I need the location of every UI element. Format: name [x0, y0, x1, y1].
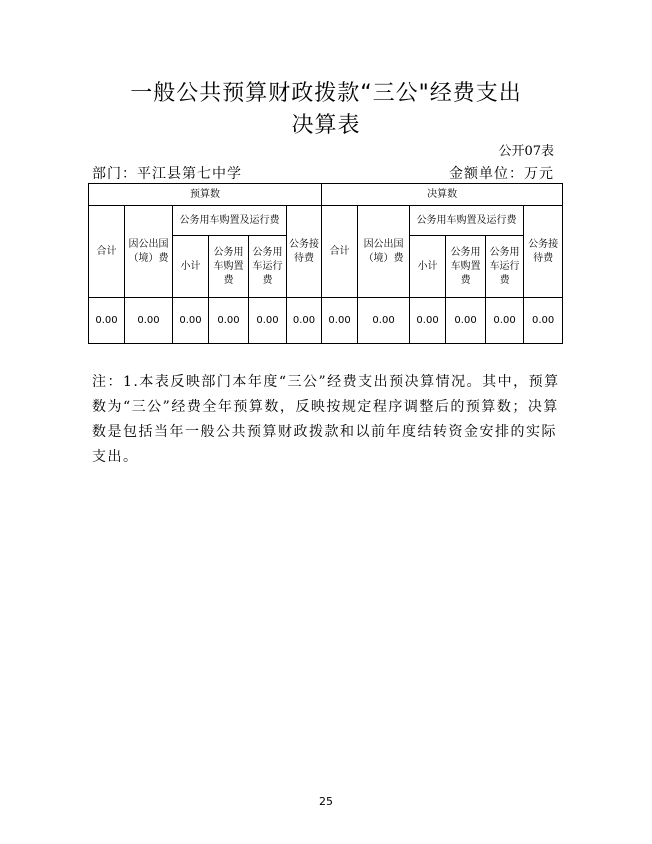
title-line-1: 一般公共预算财政拨款“三公"经费支出: [130, 81, 522, 106]
budget-total-value: 0.00: [89, 298, 125, 344]
budget-abroad-value: 0.00: [125, 298, 173, 344]
final-reception-header: 公务接待费: [524, 206, 563, 298]
budget-vehicle-operation-value: 0.00: [249, 298, 287, 344]
title-line-2: 决算表: [291, 113, 361, 138]
final-vehicle-operation-value: 0.00: [486, 298, 524, 344]
table-footnote: 注：1.本表反映部门本年度“三公”经费支出预决算情况。其中，预算数为“三公”经费全年预算数，反映按规定程序调整后的预算数；决算数是包括当年一般公共预算财政拨款和以前年度结转资金安排的实际支出。: [92, 374, 560, 465]
unit-label: 金额单位：万元: [449, 166, 554, 182]
final-vehicle-operation-header: 公务用车运行费: [486, 236, 524, 298]
final-vehicle-purchase-value: 0.00: [446, 298, 486, 344]
table-group-header-row: [89, 184, 563, 206]
final-vehicle-group-header: 公务用车购置及运行费: [410, 206, 524, 236]
page-number: 25: [319, 795, 333, 808]
final-vehicle-purchase-header: 公务用车购置费: [446, 236, 486, 298]
final-abroad-header: 因公出国（境）费: [358, 206, 410, 298]
budget-group-header: 预算数: [89, 184, 322, 206]
final-reception-value: 0.00: [524, 298, 563, 344]
budget-vehicle-purchase-value: 0.00: [209, 298, 249, 344]
table-row: [89, 298, 563, 344]
budget-subtotal-header: 小计: [173, 236, 209, 298]
form-number: 公开07表: [498, 144, 554, 159]
page-title: [0, 78, 652, 142]
budget-total-header: 合计: [89, 206, 125, 298]
three-public-expenses-table: [88, 183, 563, 344]
table-header-row-1: [89, 206, 563, 236]
final-subtotal-header: 小计: [410, 236, 446, 298]
budget-subtotal-value: 0.00: [173, 298, 209, 344]
budget-abroad-header: 因公出国（境）费: [125, 206, 173, 298]
department-label: 部门：平江县第七中学: [92, 166, 242, 182]
budget-reception-value: 0.00: [287, 298, 322, 344]
final-total-value: 0.00: [322, 298, 358, 344]
budget-vehicle-group-header: 公务用车购置及运行费: [173, 206, 287, 236]
final-abroad-value: 0.00: [358, 298, 410, 344]
budget-vehicle-operation-header: 公务用车运行费: [249, 236, 287, 298]
final-subtotal-value: 0.00: [410, 298, 446, 344]
budget-vehicle-purchase-header: 公务用车购置费: [209, 236, 249, 298]
budget-reception-header: 公务接待费: [287, 206, 322, 298]
final-group-header: 决算数: [322, 184, 563, 206]
final-total-header: 合计: [322, 206, 358, 298]
